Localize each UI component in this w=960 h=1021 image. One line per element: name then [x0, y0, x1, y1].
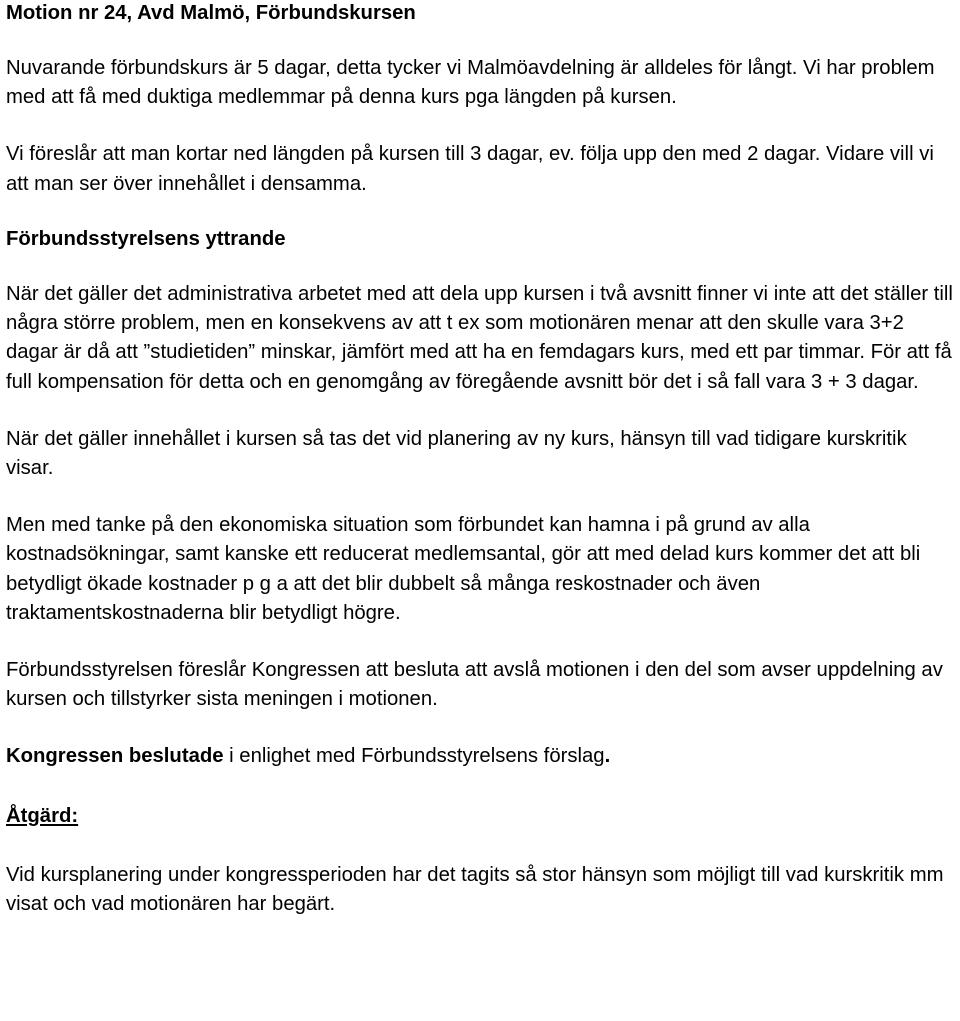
congress-decision [6, 742, 958, 771]
statement-paragraph-3: Men med tanke på den ekonomiska situation som förbundet kan hamna i på grund av alla kostnadsökningar, samt kanske ett reducerat medlemsantal, gör att med delad kurs kommer det att bli betydligt ökade kostnader p g a att det blir dubbelt så många reskostnader och även traktamentskostnaderna blir betydligt högre. [6, 514, 921, 624]
decision-label: Kongressen beslutade [6, 745, 224, 768]
statement-heading: Förbundsstyrelsens yttrande [6, 227, 286, 250]
action-heading: Åtgärd: [6, 804, 79, 827]
statement-paragraph-1: När det gäller det administrativa arbetet med att dela upp kursen i två avsnitt finner vi inte att det ställer till några större problem, men en konsekvens av att t ex som motionären menar att den skulle vara 3+2 dagar är då att ”studietiden” minskar, jämfört med att ha en femdagars kurs, med ett par timmar. För att få full kompensation för detta och en genomgång av föregående avsnitt bör det i så fall vara 3 + 3 dagar. [6, 283, 953, 393]
document-title: Motion nr 24, Avd Malmö, Förbundskursen [6, 2, 416, 24]
decision-period: . [604, 745, 611, 768]
statement-proposal: Förbundsstyrelsen föreslår Kongressen att besluta att avslå motionen i den del som avser uppdelning av kursen och tillstyrker sista meningen i motionen. [6, 659, 943, 711]
motion-paragraph-1: Nuvarande förbundskurs är 5 dagar, detta tycker vi Malmöavdelning är alldeles för långt. Vi har problem med att få med duktiga medlemmar på denna kurs pga längden på kursen. [6, 57, 935, 109]
statement-paragraph-2: När det gäller innehållet i kursen så tas det vid planering av ny kurs, hänsyn till vad tidigare kurskritik visar. [6, 427, 907, 480]
decision-text: i enlighet med Förbundsstyrelsens förslag [223, 745, 605, 768]
motion-paragraph-2: Vi föreslår att man kortar ned längden på kursen till 3 dagar, ev. följa upp den med 2 dagar. Vidare vill vi att man ser över innehållet i densamma. [6, 143, 934, 195]
action-paragraph: Vid kursplanering under kongressperioden har det tagits så stor hänsyn som möjligt till vad kurskritik mm visat och vad motionären har begärt. [6, 863, 944, 916]
document [6, 0, 958, 919]
